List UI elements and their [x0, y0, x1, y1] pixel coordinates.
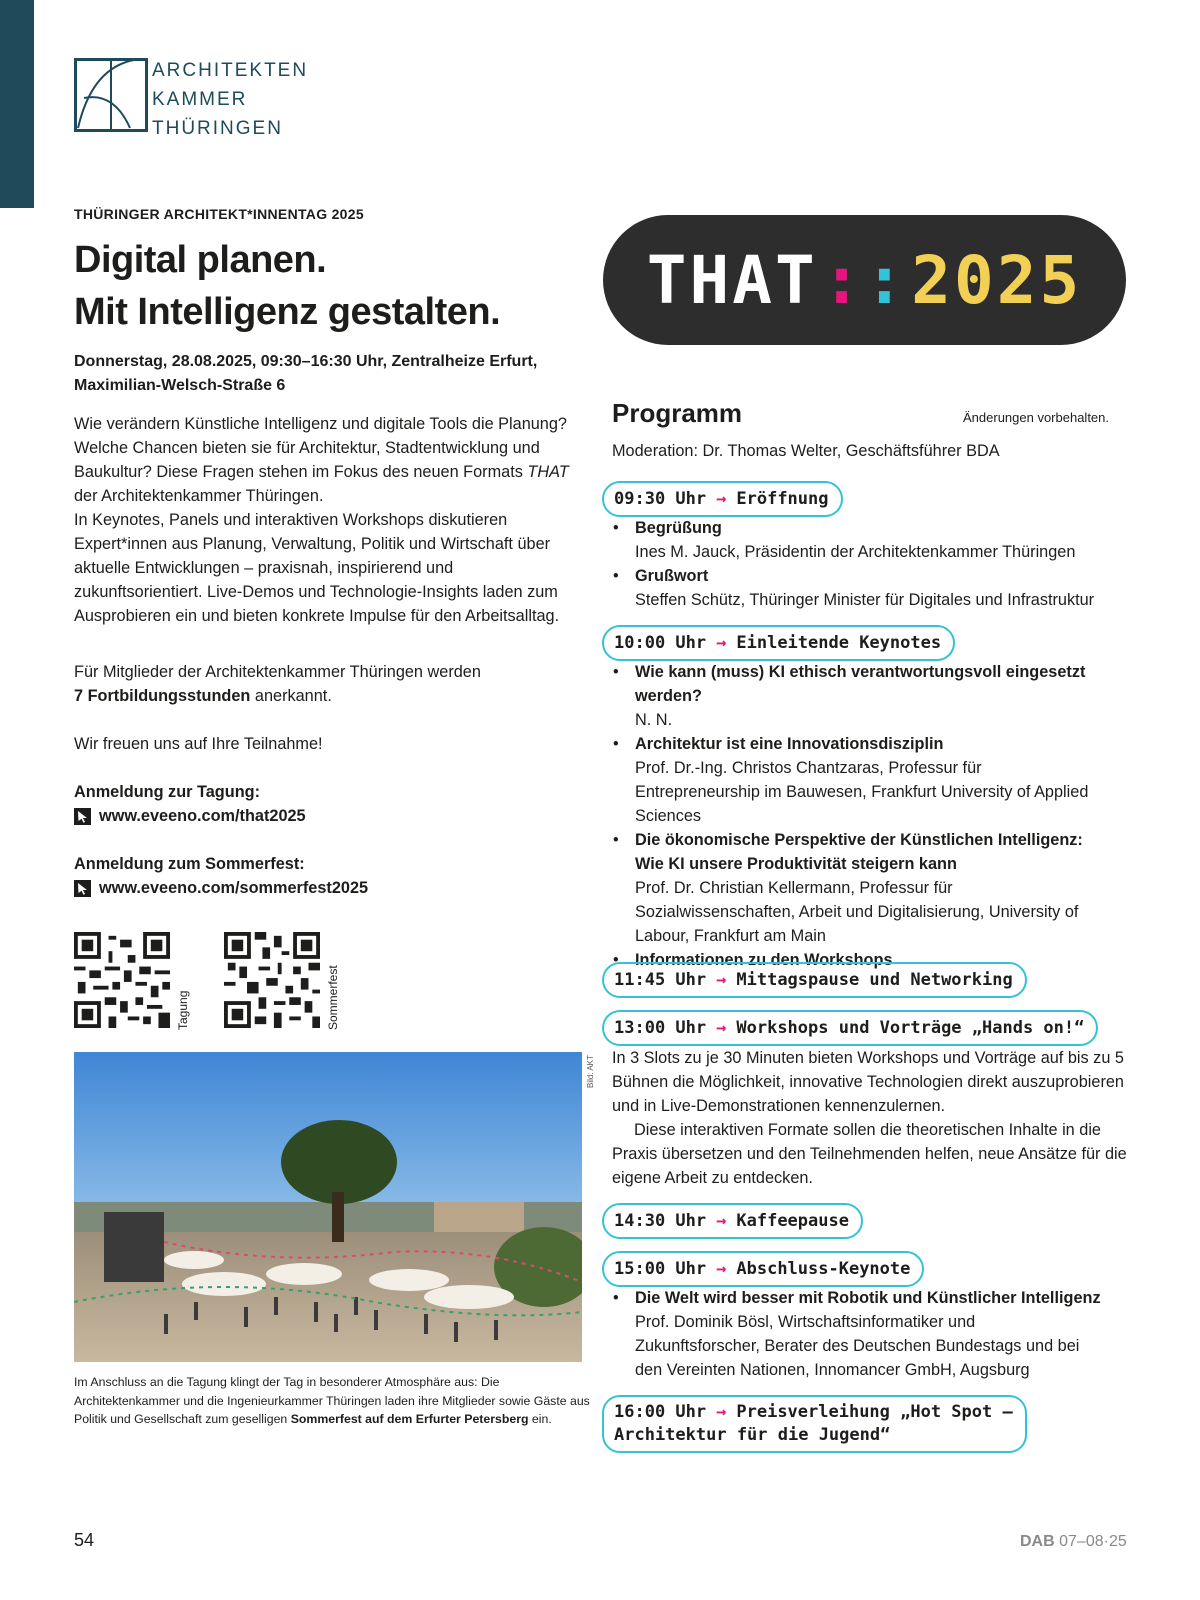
program-heading: Programm	[612, 398, 743, 428]
page-number: 54	[74, 1530, 95, 1550]
intro-paragraph-2: In Keynotes, Panels und interaktiven Workshops diskutieren Expert*innen aus Planung, Verwaltung, Politik und Wirtschaft über aktuelle Entwicklungen – praxisnah, inspirierend und zukunftsorientiert. Live-Demos und Technologie-Insights laden zum Ausprobieren ein und bieten konkrete Impulse für den Arbeitsalltag.	[74, 511, 560, 625]
address-line: Maximilian-Welsch-Straße 6	[74, 377, 286, 394]
cursor-link-icon	[74, 880, 91, 897]
chamber-logo-text	[152, 56, 308, 143]
date-line: Donnerstag, 28.08.2025, 09:30–16:30 Uhr, Zentralheize Erfurt,	[74, 353, 538, 370]
list-item: • Informationen zu den Workshops	[612, 948, 1092, 972]
chamber-logo-mark	[74, 58, 148, 132]
list-item: • Die Welt wird besser mit Robotik und Künstlicher Intelligenz Prof. Dominik Bösl, Wirtschaftsinformatiker und Zukunftsforscher, Berater des Deutschen Bundestags und bei den Vereinten Nationen, Innomancer GmbH, Augsburg	[612, 1286, 1102, 1382]
title-line-2: Mit Intelligenz gestalten.	[74, 291, 501, 333]
program-slot-1145: 11:45 Uhr → Mittagspause und Networking	[602, 962, 1027, 998]
slot-1300-paragraph-1: In 3 Slots zu je 30 Minuten bieten Workshops und Vorträge auf bis zu 5 Bühnen die Möglichkeit, innovative Technologien direkt auszuprobieren und in Live-Demonstrationen kennenzulernen.	[612, 1049, 1124, 1115]
training-hours: 7 Fortbildungsstunden	[74, 687, 251, 705]
photo-caption: Im Anschluss an die Tagung klingt der Tag in besonderer Atmosphäre aus: Die Architektenkammer und die Ingenieurkammer Thüringen laden ihre Mitglieder sowie Gäste aus Politik und Gesellschaft zum geselligen Sommerfest auf dem Erfurter Petersberg ein.	[74, 1375, 590, 1426]
arrow-right-icon: →	[716, 489, 727, 509]
arrow-right-icon: →	[716, 1211, 727, 1231]
registration-summer	[74, 852, 584, 900]
list-item: • Grußwort Steffen Schütz, Thüringer Minister für Digitales und Infrastruktur	[612, 564, 1132, 612]
qr-code-summer-party[interactable]	[224, 932, 320, 1028]
event-date-location	[74, 350, 537, 398]
list-item: • Architektur ist eine Innovationsdisziplin Prof. Dr.-Ing. Christos Chantzaras, Professur für Entrepreneurship im Bauwesen, Frankfurt University of Applied Sciences	[612, 732, 1092, 828]
slot-0930-items	[612, 516, 1132, 612]
arrow-right-icon: →	[716, 1018, 727, 1038]
qr-code-conference[interactable]	[74, 932, 170, 1028]
summer-reg-label: Anmeldung zum Sommerfest:	[74, 855, 305, 873]
that-italic: THAT	[527, 463, 569, 481]
intro-text	[74, 412, 584, 628]
intro-paragraph-1: Wie verändern Künstliche Intelligenz und digitale Tools die Planung? Welche Chancen bieten sie für Architektur, Stadtentwicklung und Baukultur? Diese Fragen stehen im Fokus des neuen Formats THAT der Architektenkammer Thüringen.	[74, 415, 569, 505]
summer-reg-link[interactable]: www.eveeno.com/sommerfest2025	[74, 876, 584, 900]
qr-label-summer-party: Sommerfest	[326, 965, 340, 1030]
cursor-link-icon	[74, 808, 91, 825]
registration-conference	[74, 780, 584, 828]
program-slot-1300: 13:00 Uhr → Workshops und Vorträge „Hands on!“	[602, 1010, 1098, 1046]
arrow-right-icon: →	[716, 633, 727, 653]
that-2025-badge	[603, 215, 1126, 345]
conference-reg-link[interactable]: www.eveeno.com/that2025	[74, 804, 584, 828]
list-item: • Begrüßung Ines M. Jauck, Präsidentin der Architektenkammer Thüringen	[612, 516, 1132, 564]
arrow-right-icon: →	[716, 1402, 727, 1422]
logo-line-3: THÜRINGEN	[152, 118, 283, 139]
program-note: Änderungen vorbehalten.	[963, 410, 1110, 425]
program-slot-1500: 15:00 Uhr → Abschluss-Keynote	[602, 1251, 924, 1287]
slot-1500-items	[612, 1286, 1102, 1382]
program-moderation: Moderation: Dr. Thomas Welter, Geschäftsführer BDA	[612, 442, 1000, 460]
summer-party-photo	[74, 1052, 582, 1362]
badge-year: 2025	[911, 241, 1083, 319]
credits-text: Für Mitglieder der Architektenkammer Thüringen werden 7 Fortbildungsstunden anerkannt.	[74, 663, 481, 705]
conference-reg-label: Anmeldung zur Tagung:	[74, 783, 261, 801]
slot-1000-items	[612, 660, 1092, 972]
magazine-reference: DAB 07–08·25	[1020, 1533, 1127, 1550]
logo-line-2: KAMMER	[152, 89, 248, 110]
title-line-1: Digital planen.	[74, 239, 327, 281]
side-accent-bar	[0, 0, 34, 208]
slot-1300-paragraph-2: Diese interaktiven Formate sollen die theoretischen Inhalte in die Praxis übersetzen und den Teilnehmenden helfen, neue Ansätze für die eigene Arbeit zu entdecken.	[612, 1121, 1127, 1187]
arrow-right-icon: →	[716, 970, 727, 990]
welcome-text: Wir freuen uns auf Ihre Teilnahme!	[74, 735, 323, 753]
program-slot-1000: 10:00 Uhr → Einleitende Keynotes	[602, 625, 955, 661]
list-item: • Wie kann (muss) KI ethisch verantwortungsvoll eingesetzt werden? N. N.	[612, 660, 1092, 732]
list-item: • Die ökonomische Perspektive der Künstlichen Intelligenz: Wie KI unsere Produktivität steigern kann Prof. Dr. Christian Kellermann, Professur für Sozialwissenschaften, Arbeit und Digitalisierung, University of Labour, Frankfurt am Main	[612, 828, 1092, 948]
program-slot-1430: 14:30 Uhr → Kaffeepause	[602, 1203, 863, 1239]
photo-credit: Bild: AKT	[586, 1055, 595, 1088]
page-title	[74, 234, 500, 338]
badge-separator: ::	[821, 241, 908, 319]
badge-word: THAT	[646, 241, 818, 319]
program-slot-1600: 16:00 Uhr → Preisverleihung „Hot Spot – Architektur für die Jugend“	[602, 1395, 1027, 1453]
event-kicker: THÜRINGER ARCHITEKT*INNENTAG 2025	[74, 206, 364, 222]
qr-label-conference: Tagung	[176, 990, 190, 1030]
logo-line-1: ARCHITEKTEN	[152, 60, 309, 81]
arrow-right-icon: →	[716, 1259, 727, 1279]
program-slot-0930: 09:30 Uhr → Eröffnung	[602, 481, 843, 517]
